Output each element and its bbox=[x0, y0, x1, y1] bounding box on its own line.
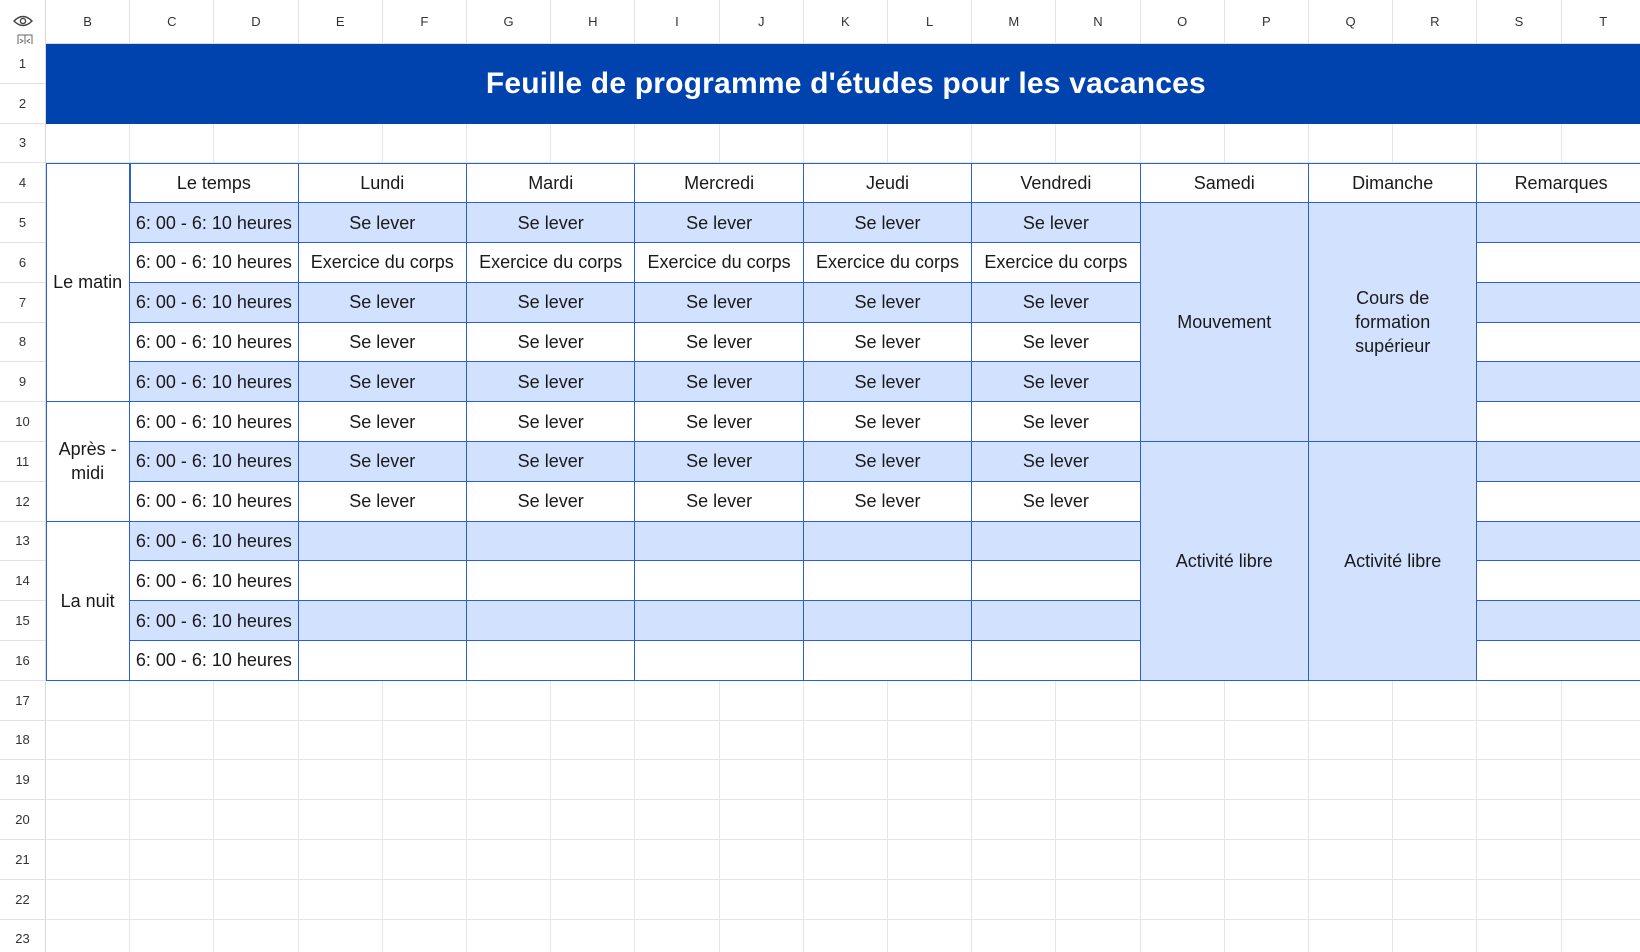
activity-cell[interactable] bbox=[635, 522, 803, 562]
time-cell[interactable]: 6: 00 - 6: 10 heures bbox=[130, 442, 298, 482]
activity-cell[interactable] bbox=[635, 561, 803, 601]
activity-cell[interactable] bbox=[635, 641, 803, 681]
activity-cell[interactable] bbox=[804, 601, 972, 641]
cell[interactable] bbox=[383, 760, 467, 800]
cell[interactable] bbox=[1056, 760, 1140, 800]
cell[interactable] bbox=[804, 800, 888, 840]
cell[interactable] bbox=[1056, 721, 1140, 761]
column-header[interactable]: Q bbox=[1309, 0, 1393, 44]
cell[interactable] bbox=[214, 721, 298, 761]
page-title[interactable]: Feuille de programme d'études pour les vacances bbox=[46, 44, 1640, 124]
cell[interactable] bbox=[720, 124, 804, 164]
cell[interactable] bbox=[299, 800, 383, 840]
row-header[interactable]: 2 bbox=[0, 84, 46, 124]
cell[interactable] bbox=[46, 800, 130, 840]
activity-cell[interactable] bbox=[299, 641, 467, 681]
cell[interactable] bbox=[888, 760, 972, 800]
time-cell[interactable]: 6: 00 - 6: 10 heures bbox=[130, 561, 298, 601]
row-header[interactable]: 23 bbox=[0, 920, 46, 952]
cell[interactable] bbox=[551, 840, 635, 880]
cell[interactable] bbox=[383, 880, 467, 920]
cell[interactable] bbox=[299, 920, 383, 952]
cell[interactable] bbox=[720, 840, 804, 880]
cell[interactable] bbox=[888, 721, 972, 761]
activity-cell[interactable]: Se lever bbox=[635, 362, 803, 402]
time-cell[interactable]: 6: 00 - 6: 10 heures bbox=[130, 243, 298, 283]
activity-cell[interactable]: Exercice du corps bbox=[299, 243, 467, 283]
cell[interactable] bbox=[635, 681, 719, 721]
activity-cell[interactable]: Se lever bbox=[299, 482, 467, 522]
activity-cell[interactable]: Se lever bbox=[635, 442, 803, 482]
time-cell[interactable]: 6: 00 - 6: 10 heures bbox=[130, 362, 298, 402]
cell[interactable] bbox=[214, 920, 298, 952]
cell[interactable] bbox=[46, 920, 130, 952]
table-header-4[interactable]: Jeudi bbox=[804, 163, 972, 203]
row-header[interactable]: 7 bbox=[0, 283, 46, 323]
cell[interactable] bbox=[467, 880, 551, 920]
cell[interactable] bbox=[804, 840, 888, 880]
activity-cell[interactable] bbox=[467, 641, 635, 681]
cell[interactable] bbox=[972, 124, 1056, 164]
column-header[interactable]: H bbox=[551, 0, 635, 44]
row-header[interactable]: 20 bbox=[0, 800, 46, 840]
column-header[interactable]: N bbox=[1056, 0, 1140, 44]
cell[interactable] bbox=[972, 721, 1056, 761]
cell[interactable] bbox=[1393, 124, 1477, 164]
cell[interactable] bbox=[1056, 800, 1140, 840]
activity-cell[interactable]: Exercice du corps bbox=[635, 243, 803, 283]
row-header[interactable]: 12 bbox=[0, 482, 46, 522]
cell[interactable] bbox=[635, 920, 719, 952]
sunday-morning[interactable]: Cours de formation supérieur bbox=[1309, 203, 1477, 442]
remark-cell[interactable] bbox=[1477, 522, 1640, 562]
cell[interactable] bbox=[299, 760, 383, 800]
cell[interactable] bbox=[46, 124, 130, 164]
cell[interactable] bbox=[467, 920, 551, 952]
row-header[interactable]: 5 bbox=[0, 203, 46, 243]
cell[interactable] bbox=[720, 920, 804, 952]
activity-cell[interactable]: Se lever bbox=[972, 203, 1140, 243]
activity-cell[interactable] bbox=[467, 601, 635, 641]
cell[interactable] bbox=[1225, 800, 1309, 840]
cell[interactable] bbox=[888, 124, 972, 164]
activity-cell[interactable]: Se lever bbox=[635, 482, 803, 522]
cell[interactable] bbox=[1562, 760, 1640, 800]
cell[interactable] bbox=[1141, 840, 1225, 880]
column-header[interactable]: G bbox=[467, 0, 551, 44]
activity-cell[interactable]: Se lever bbox=[299, 323, 467, 363]
cell[interactable] bbox=[551, 721, 635, 761]
time-cell[interactable]: 6: 00 - 6: 10 heures bbox=[130, 402, 298, 442]
cell[interactable] bbox=[551, 920, 635, 952]
time-cell[interactable]: 6: 00 - 6: 10 heures bbox=[130, 323, 298, 363]
cell[interactable] bbox=[467, 760, 551, 800]
cell[interactable] bbox=[1562, 880, 1640, 920]
cell[interactable] bbox=[635, 760, 719, 800]
column-header[interactable]: D bbox=[214, 0, 298, 44]
row-header[interactable]: 11 bbox=[0, 442, 46, 482]
activity-cell[interactable] bbox=[972, 641, 1140, 681]
cell[interactable] bbox=[1393, 800, 1477, 840]
cell[interactable] bbox=[214, 880, 298, 920]
cell[interactable] bbox=[1477, 681, 1561, 721]
activity-cell[interactable]: Se lever bbox=[804, 283, 972, 323]
cell[interactable] bbox=[299, 880, 383, 920]
cell[interactable] bbox=[1562, 920, 1640, 952]
cell[interactable] bbox=[1225, 920, 1309, 952]
cell[interactable] bbox=[1562, 124, 1640, 164]
time-cell[interactable]: 6: 00 - 6: 10 heures bbox=[130, 601, 298, 641]
activity-cell[interactable] bbox=[972, 561, 1140, 601]
activity-cell[interactable]: Se lever bbox=[635, 283, 803, 323]
cell[interactable] bbox=[1562, 840, 1640, 880]
activity-cell[interactable]: Se lever bbox=[467, 362, 635, 402]
row-header[interactable]: 6 bbox=[0, 243, 46, 283]
activity-cell[interactable]: Se lever bbox=[804, 402, 972, 442]
remark-cell[interactable] bbox=[1477, 323, 1640, 363]
activity-cell[interactable]: Se lever bbox=[635, 203, 803, 243]
cell[interactable] bbox=[1141, 880, 1225, 920]
activity-cell[interactable]: Se lever bbox=[299, 283, 467, 323]
cell[interactable] bbox=[1477, 721, 1561, 761]
row-header[interactable]: 3 bbox=[0, 124, 46, 164]
remark-cell[interactable] bbox=[1477, 482, 1640, 522]
cell[interactable] bbox=[635, 800, 719, 840]
period-night[interactable]: La nuit bbox=[46, 522, 130, 681]
cell[interactable] bbox=[1141, 800, 1225, 840]
table-header-1[interactable]: Lundi bbox=[299, 163, 467, 203]
remark-cell[interactable] bbox=[1477, 641, 1640, 681]
column-header[interactable]: I bbox=[635, 0, 719, 44]
column-header[interactable]: R bbox=[1393, 0, 1477, 44]
cell[interactable] bbox=[1309, 840, 1393, 880]
cell[interactable] bbox=[1393, 920, 1477, 952]
row-header[interactable]: 22 bbox=[0, 880, 46, 920]
cell[interactable] bbox=[1225, 840, 1309, 880]
cell[interactable] bbox=[635, 880, 719, 920]
cell[interactable] bbox=[130, 721, 214, 761]
saturday-morning[interactable]: Mouvement bbox=[1141, 203, 1309, 442]
cell[interactable] bbox=[1141, 681, 1225, 721]
cell[interactable] bbox=[46, 681, 130, 721]
eye-icon[interactable] bbox=[13, 14, 33, 33]
remark-cell[interactable] bbox=[1477, 362, 1640, 402]
cell[interactable] bbox=[1309, 760, 1393, 800]
cell[interactable] bbox=[130, 760, 214, 800]
activity-cell[interactable] bbox=[467, 522, 635, 562]
column-header[interactable]: B bbox=[46, 0, 130, 44]
activity-cell[interactable]: Se lever bbox=[299, 402, 467, 442]
remark-cell[interactable] bbox=[1477, 283, 1640, 323]
cell[interactable] bbox=[1477, 840, 1561, 880]
activity-cell[interactable] bbox=[972, 601, 1140, 641]
cell[interactable] bbox=[720, 880, 804, 920]
row-header[interactable]: 17 bbox=[0, 681, 46, 721]
cell[interactable] bbox=[383, 681, 467, 721]
table-header-6[interactable]: Samedi bbox=[1141, 163, 1309, 203]
cell[interactable] bbox=[972, 760, 1056, 800]
cell[interactable] bbox=[1309, 721, 1393, 761]
cell[interactable] bbox=[383, 721, 467, 761]
sunday-afternoon[interactable]: Activité libre bbox=[1309, 442, 1477, 681]
activity-cell[interactable] bbox=[467, 561, 635, 601]
cell[interactable] bbox=[1225, 124, 1309, 164]
cell[interactable] bbox=[804, 760, 888, 800]
cell[interactable] bbox=[972, 800, 1056, 840]
row-header[interactable]: 19 bbox=[0, 760, 46, 800]
cell[interactable] bbox=[214, 760, 298, 800]
activity-cell[interactable]: Se lever bbox=[467, 283, 635, 323]
cell[interactable] bbox=[1562, 800, 1640, 840]
column-header[interactable]: S bbox=[1477, 0, 1561, 44]
column-header[interactable]: K bbox=[804, 0, 888, 44]
row-header[interactable]: 16 bbox=[0, 641, 46, 681]
remark-cell[interactable] bbox=[1477, 402, 1640, 442]
cell[interactable] bbox=[972, 681, 1056, 721]
cell[interactable] bbox=[299, 840, 383, 880]
table-header-3[interactable]: Mercredi bbox=[635, 163, 803, 203]
cell[interactable] bbox=[467, 840, 551, 880]
activity-cell[interactable]: Se lever bbox=[635, 402, 803, 442]
remark-cell[interactable] bbox=[1477, 243, 1640, 283]
cell[interactable] bbox=[1477, 760, 1561, 800]
remark-cell[interactable] bbox=[1477, 601, 1640, 641]
remark-cell[interactable] bbox=[1477, 561, 1640, 601]
cell[interactable] bbox=[1141, 124, 1225, 164]
cell[interactable] bbox=[551, 124, 635, 164]
cell[interactable] bbox=[130, 681, 214, 721]
cell[interactable] bbox=[1309, 920, 1393, 952]
remark-cell[interactable] bbox=[1477, 203, 1640, 243]
cell[interactable] bbox=[1477, 124, 1561, 164]
activity-cell[interactable]: Se lever bbox=[804, 362, 972, 402]
activity-cell[interactable]: Se lever bbox=[299, 442, 467, 482]
activity-cell[interactable]: Se lever bbox=[299, 203, 467, 243]
cell[interactable] bbox=[888, 800, 972, 840]
cell[interactable] bbox=[1056, 124, 1140, 164]
cell[interactable] bbox=[1562, 721, 1640, 761]
cell[interactable] bbox=[214, 800, 298, 840]
activity-cell[interactable]: Se lever bbox=[299, 362, 467, 402]
activity-cell[interactable] bbox=[299, 601, 467, 641]
cell[interactable] bbox=[467, 800, 551, 840]
activity-cell[interactable]: Exercice du corps bbox=[972, 243, 1140, 283]
column-header[interactable]: P bbox=[1225, 0, 1309, 44]
cell[interactable] bbox=[1477, 880, 1561, 920]
table-header-2[interactable]: Mardi bbox=[467, 163, 635, 203]
cell[interactable] bbox=[720, 800, 804, 840]
cell[interactable] bbox=[46, 840, 130, 880]
cell[interactable] bbox=[1225, 880, 1309, 920]
cell[interactable] bbox=[804, 721, 888, 761]
cell[interactable] bbox=[467, 681, 551, 721]
cell[interactable] bbox=[1393, 760, 1477, 800]
activity-cell[interactable]: Se lever bbox=[972, 442, 1140, 482]
cell[interactable] bbox=[1225, 760, 1309, 800]
cell[interactable] bbox=[972, 840, 1056, 880]
activity-cell[interactable]: Se lever bbox=[467, 323, 635, 363]
cell[interactable] bbox=[46, 721, 130, 761]
remark-cell[interactable] bbox=[1477, 442, 1640, 482]
cell[interactable] bbox=[1225, 721, 1309, 761]
cell[interactable] bbox=[1393, 681, 1477, 721]
cell[interactable] bbox=[1309, 880, 1393, 920]
activity-cell[interactable]: Se lever bbox=[972, 283, 1140, 323]
column-header[interactable]: L bbox=[888, 0, 972, 44]
row-header[interactable]: 15 bbox=[0, 601, 46, 641]
activity-cell[interactable]: Se lever bbox=[972, 362, 1140, 402]
activity-cell[interactable] bbox=[972, 522, 1140, 562]
activity-cell[interactable]: Se lever bbox=[635, 323, 803, 363]
cell[interactable] bbox=[1225, 681, 1309, 721]
row-header[interactable]: 4 bbox=[0, 163, 46, 203]
activity-cell[interactable]: Se lever bbox=[972, 482, 1140, 522]
cell[interactable] bbox=[1141, 721, 1225, 761]
activity-cell[interactable]: Se lever bbox=[804, 442, 972, 482]
activity-cell[interactable] bbox=[299, 561, 467, 601]
cell[interactable] bbox=[551, 760, 635, 800]
table-header-5[interactable]: Vendredi bbox=[972, 163, 1140, 203]
cell[interactable] bbox=[1562, 681, 1640, 721]
cell[interactable] bbox=[888, 840, 972, 880]
row-header[interactable]: 10 bbox=[0, 402, 46, 442]
saturday-afternoon[interactable]: Activité libre bbox=[1141, 442, 1309, 681]
activity-cell[interactable] bbox=[804, 522, 972, 562]
cell[interactable] bbox=[720, 681, 804, 721]
activity-cell[interactable]: Exercice du corps bbox=[467, 243, 635, 283]
activity-cell[interactable]: Se lever bbox=[972, 402, 1140, 442]
activity-cell[interactable]: Se lever bbox=[804, 203, 972, 243]
cell[interactable] bbox=[1141, 760, 1225, 800]
row-header[interactable]: 1 bbox=[0, 44, 46, 84]
cell[interactable] bbox=[383, 124, 467, 164]
cell[interactable] bbox=[1056, 681, 1140, 721]
row-header[interactable]: 13 bbox=[0, 522, 46, 562]
cell[interactable] bbox=[635, 721, 719, 761]
cell[interactable] bbox=[299, 721, 383, 761]
cell[interactable] bbox=[1309, 800, 1393, 840]
cell[interactable] bbox=[467, 721, 551, 761]
activity-cell[interactable] bbox=[804, 641, 972, 681]
time-cell[interactable]: 6: 00 - 6: 10 heures bbox=[130, 641, 298, 681]
cell[interactable] bbox=[551, 880, 635, 920]
cell[interactable] bbox=[804, 124, 888, 164]
cell[interactable] bbox=[888, 920, 972, 952]
cell[interactable] bbox=[1309, 681, 1393, 721]
activity-cell[interactable]: Exercice du corps bbox=[804, 243, 972, 283]
cell[interactable] bbox=[1393, 721, 1477, 761]
cell[interactable] bbox=[1393, 840, 1477, 880]
cell[interactable] bbox=[1056, 880, 1140, 920]
column-header[interactable]: C bbox=[130, 0, 214, 44]
column-header[interactable]: O bbox=[1141, 0, 1225, 44]
time-cell[interactable]: 6: 00 - 6: 10 heures bbox=[130, 283, 298, 323]
cell[interactable] bbox=[804, 920, 888, 952]
row-header[interactable]: 8 bbox=[0, 323, 46, 363]
cell[interactable] bbox=[130, 800, 214, 840]
cell[interactable] bbox=[720, 721, 804, 761]
cell[interactable] bbox=[299, 681, 383, 721]
cell[interactable] bbox=[804, 681, 888, 721]
column-header[interactable]: E bbox=[299, 0, 383, 44]
activity-cell[interactable] bbox=[804, 561, 972, 601]
cell[interactable] bbox=[130, 840, 214, 880]
column-header[interactable]: T bbox=[1562, 0, 1640, 44]
cell[interactable] bbox=[1141, 920, 1225, 952]
column-header[interactable]: J bbox=[720, 0, 804, 44]
cell[interactable] bbox=[635, 840, 719, 880]
period-afternoon[interactable]: Après - midi bbox=[46, 402, 130, 521]
cell[interactable] bbox=[888, 681, 972, 721]
cell[interactable] bbox=[214, 124, 298, 164]
cell[interactable] bbox=[972, 880, 1056, 920]
cell[interactable] bbox=[1393, 880, 1477, 920]
cell[interactable] bbox=[1477, 800, 1561, 840]
cell[interactable] bbox=[720, 760, 804, 800]
cell[interactable] bbox=[972, 920, 1056, 952]
cell[interactable] bbox=[635, 124, 719, 164]
cell[interactable] bbox=[1309, 124, 1393, 164]
row-header[interactable]: 14 bbox=[0, 561, 46, 601]
cell[interactable] bbox=[46, 760, 130, 800]
activity-cell[interactable]: Se lever bbox=[972, 323, 1140, 363]
activity-cell[interactable]: Se lever bbox=[467, 482, 635, 522]
period-morning[interactable]: Le matin bbox=[46, 163, 130, 402]
cell[interactable] bbox=[383, 840, 467, 880]
activity-cell[interactable]: Se lever bbox=[804, 482, 972, 522]
cell[interactable] bbox=[299, 124, 383, 164]
cell[interactable] bbox=[1056, 840, 1140, 880]
cell[interactable] bbox=[214, 840, 298, 880]
cell[interactable] bbox=[1056, 920, 1140, 952]
cell[interactable] bbox=[130, 920, 214, 952]
cell[interactable] bbox=[130, 124, 214, 164]
cell[interactable] bbox=[214, 681, 298, 721]
cell[interactable] bbox=[1477, 920, 1561, 952]
cell[interactable] bbox=[804, 880, 888, 920]
row-header[interactable]: 18 bbox=[0, 721, 46, 761]
table-header-8[interactable]: Remarques bbox=[1477, 163, 1640, 203]
cell[interactable] bbox=[467, 124, 551, 164]
activity-cell[interactable]: Se lever bbox=[467, 442, 635, 482]
activity-cell[interactable]: Se lever bbox=[804, 323, 972, 363]
cell[interactable] bbox=[888, 880, 972, 920]
cell[interactable] bbox=[551, 681, 635, 721]
table-header-0[interactable]: Le temps bbox=[130, 163, 298, 203]
time-cell[interactable]: 6: 00 - 6: 10 heures bbox=[130, 482, 298, 522]
time-cell[interactable]: 6: 00 - 6: 10 heures bbox=[130, 522, 298, 562]
cell[interactable] bbox=[383, 800, 467, 840]
activity-cell[interactable] bbox=[299, 522, 467, 562]
row-header[interactable]: 21 bbox=[0, 840, 46, 880]
activity-cell[interactable]: Se lever bbox=[467, 203, 635, 243]
cell[interactable] bbox=[551, 800, 635, 840]
cell[interactable] bbox=[46, 880, 130, 920]
activity-cell[interactable]: Se lever bbox=[467, 402, 635, 442]
activity-cell[interactable] bbox=[635, 601, 803, 641]
cell[interactable] bbox=[383, 920, 467, 952]
column-header[interactable]: F bbox=[383, 0, 467, 44]
sheet-corner bbox=[0, 0, 46, 46]
row-header[interactable]: 9 bbox=[0, 362, 46, 402]
cell[interactable] bbox=[130, 880, 214, 920]
time-cell[interactable]: 6: 00 - 6: 10 heures bbox=[130, 203, 298, 243]
table-header-7[interactable]: Dimanche bbox=[1309, 163, 1477, 203]
column-header[interactable]: M bbox=[972, 0, 1056, 44]
